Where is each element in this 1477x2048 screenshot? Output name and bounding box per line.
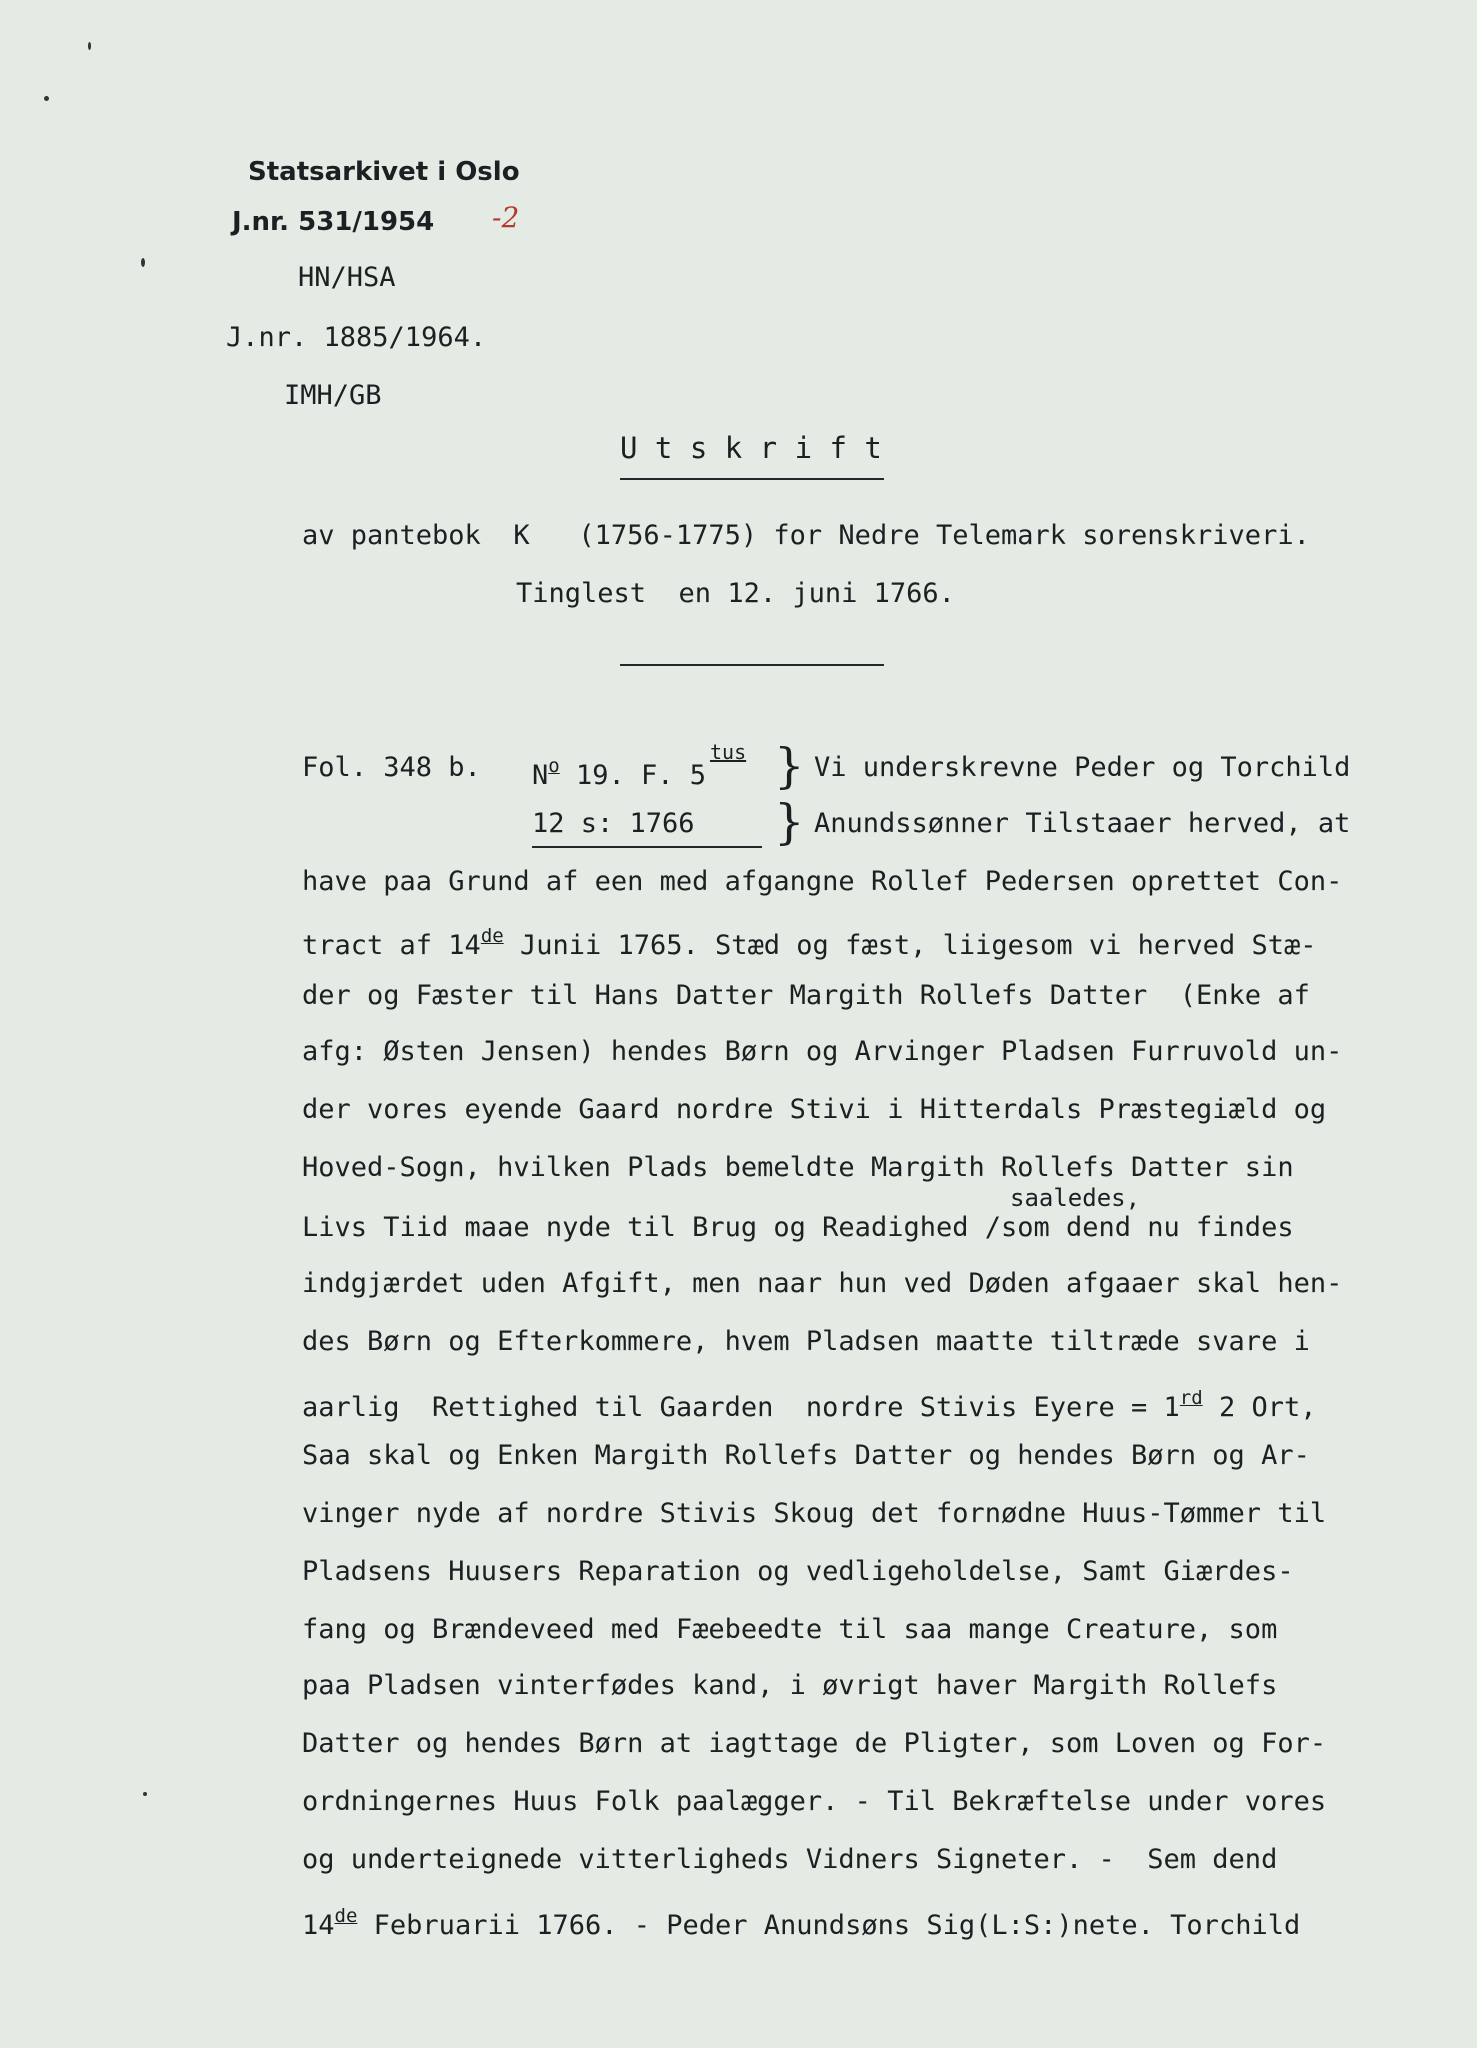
- body-line-11: des Børn og Efterkommere, hvem Pladsen maatte tiltræde svare i: [302, 1326, 1310, 1357]
- body-line-4-sup: de: [480, 925, 504, 947]
- body-line-12: [302, 1384, 1316, 1424]
- body-line-21-b: Februarii 1766. - Peder Anundsøns Sig(L:S:)nete. Torchild: [357, 1910, 1301, 1941]
- entry-date: 12 s: 1766: [532, 808, 695, 839]
- archive-stamp-name: Statsarkivet i Oslo: [248, 157, 520, 187]
- body-line-10: indgjærdet uden Afgift, men naar hun ved Døden afgaaer skal hen-: [302, 1268, 1343, 1299]
- source-line-1: av pantebok K (1756-1775) for Nedre Telemark sorenskriveri.: [302, 520, 1310, 551]
- body-line-21-a: 14: [302, 1910, 335, 1941]
- body-line-3: have paa Grund af een med afgangne Rollef Pedersen oprettet Con-: [302, 866, 1343, 897]
- body-line-14: vinger nyde af nordre Stivis Skoug det fornødne Huus-Tømmer til: [302, 1498, 1327, 1529]
- body-line-19: ordningernes Huus Folk paalægger. - Til Bekræftelse under vores: [302, 1786, 1327, 1817]
- entry-brace-bottom: }: [774, 794, 805, 850]
- folio-reference: Fol. 348 b.: [302, 752, 481, 783]
- body-line-4-b: Junii 1765. Stæd og fæst, liigesom vi herved Stæ-: [503, 930, 1317, 961]
- entry-tus: tus: [710, 740, 747, 764]
- source-line-2: Tinglest en 12. juni 1766.: [516, 578, 955, 609]
- body-line-16: fang og Brændeveed med Fæebeedte til saa mange Creature, som: [302, 1614, 1278, 1645]
- body-line-12-sup: rd: [1179, 1387, 1203, 1409]
- entry-number-superscript: o: [548, 755, 560, 777]
- body-line-15: Pladsens Huusers Reparation og vedligeholdelse, Samt Giærdes-: [302, 1556, 1294, 1587]
- entry-brace-top: }: [774, 738, 805, 794]
- body-line-6: afg: Østen Jensen) hendes Børn og Arvinger Pladsen Furruvold un-: [302, 1036, 1343, 1067]
- body-line-17: paa Pladsen vinterfødes kand, i øvrigt haver Margith Rollefs: [302, 1670, 1278, 1701]
- archive-stamp-jnr: J.nr. 531/1954: [232, 207, 435, 237]
- handwritten-annotation: -2: [492, 201, 520, 234]
- initials-reference-1: HN/HSA: [298, 262, 396, 293]
- body-line-8: Hoved-Sogn, hvilken Plads bemeldte Margith Rollefs Datter sin: [302, 1152, 1294, 1183]
- scan-speck: [88, 42, 91, 50]
- document-title: U t s k r i f t: [620, 431, 882, 465]
- scan-speck: [44, 96, 49, 101]
- body-line-20: og underteignede vitterligheds Vidners Signeter. - Sem dend: [302, 1844, 1278, 1875]
- body-line-2: Anundssønner Tilstaaer herved, at: [814, 808, 1351, 839]
- body-line-18: Datter og hendes Børn at iagttage de Pligter, som Loven og For-: [302, 1728, 1327, 1759]
- entry-date-underline: [532, 846, 762, 848]
- body-line-7: der vores eyende Gaard nordre Stivi i Hitterdals Præstegiæld og: [302, 1094, 1327, 1125]
- body-line-5: der og Fæster til Hans Datter Margith Rollefs Datter (Enke af: [302, 980, 1310, 1011]
- entry-number: [532, 752, 706, 792]
- entry-number-rest: 19. F. 5: [559, 760, 707, 791]
- entry-number-prefix: N: [532, 760, 549, 791]
- body-line-13: Saa skal og Enken Margith Rollefs Datter og hendes Børn og Ar-: [302, 1440, 1310, 1471]
- title-underline: [620, 478, 884, 480]
- scan-speck: [143, 1792, 147, 1796]
- body-line-21: [302, 1902, 1300, 1942]
- body-line-4: [302, 922, 1316, 962]
- body-line-4-a: tract af 14: [302, 930, 481, 961]
- body-line-1: Vi underskrevne Peder og Torchild: [814, 752, 1351, 783]
- journal-number-2: J.nr. 1885/1964.: [226, 322, 487, 353]
- body-line-12-b: 2 Ort,: [1202, 1392, 1317, 1423]
- body-line-12-a: aarlig Rettighed til Gaarden nordre Stivis Eyere = 1: [302, 1392, 1180, 1423]
- scan-speck: [141, 258, 145, 267]
- body-line-21-sup: de: [334, 1905, 358, 1927]
- body-line-9-insertion: saaledes,: [1010, 1184, 1141, 1212]
- initials-reference-2: IMH/GB: [284, 380, 382, 411]
- separator-rule: [620, 664, 884, 666]
- body-line-9: Livs Tiid maae nyde til Brug og Readighed /som dend nu findes: [302, 1212, 1294, 1243]
